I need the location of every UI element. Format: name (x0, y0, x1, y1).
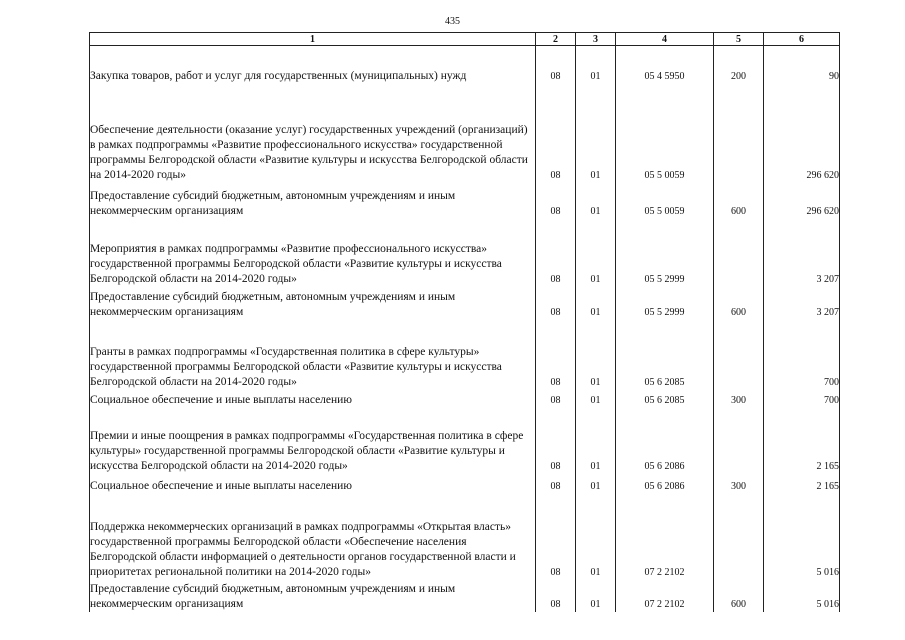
row-expense-type (714, 408, 764, 474)
row-target-article: 07 2 2102 (616, 580, 714, 612)
row-target-article: 05 5 2999 (616, 287, 714, 320)
table-header-row (90, 33, 840, 46)
table-row (90, 474, 840, 494)
row-expense-type (714, 494, 764, 580)
table-row (90, 287, 840, 320)
row-expense-type (714, 320, 764, 390)
header-col-6: 6 (764, 33, 840, 46)
row-target-article: 05 6 2085 (616, 390, 714, 408)
row-amount: 296 620 (764, 84, 840, 183)
row-subsection: 01 (576, 494, 616, 580)
row-expense-type: 600 (714, 287, 764, 320)
row-description: Поддержка некоммерческих организаций в рамках подпрограммы «Открытая власть» государственной программы Белгородской области «Обеспечение населения Белгородской области информацией о деятельности органов государственной власти и приоритетах региональной политики на 2014-2020 годы» (90, 494, 536, 580)
row-subsection: 01 (576, 474, 616, 494)
row-section: 08 (536, 474, 576, 494)
row-description: Мероприятия в рамках подпрограммы «Развитие профессионального искусства» государственной программы Белгородской области «Развитие культуры и искусства Белгородской области на 2014-2020 годы» (90, 219, 536, 287)
row-description: Предоставление субсидий бюджетным, автономным учреждениям и иным некоммерческим организациям (90, 287, 536, 320)
row-amount: 2 165 (764, 408, 840, 474)
row-amount: 5 016 (764, 580, 840, 612)
row-section: 08 (536, 320, 576, 390)
row-amount: 5 016 (764, 494, 840, 580)
table-row (90, 580, 840, 612)
row-subsection: 01 (576, 320, 616, 390)
row-subsection: 01 (576, 183, 616, 219)
row-section: 08 (536, 287, 576, 320)
row-amount: 700 (764, 320, 840, 390)
row-section: 08 (536, 390, 576, 408)
row-description: Премии и иные поощрения в рамках подпрограммы «Государственная политика в сфере культуры» государственной программы Белгородской области «Развитие культуры и искусства Белгородской области на 2014-2020 годы» (90, 408, 536, 474)
row-subsection: 01 (576, 219, 616, 287)
row-description: Обеспечение деятельности (оказание услуг) государственных учреждений (организаций) в рамках подпрограммы «Развитие профессионального искусства» государственной программы Белгородской области «Развитие культуры и искусства Белгородской области на 2014-2020 годы» (90, 84, 536, 183)
table-row (90, 46, 840, 84)
row-target-article: 05 5 2999 (616, 219, 714, 287)
row-description: Социальное обеспечение и иные выплаты населению (90, 390, 536, 408)
row-section: 08 (536, 580, 576, 612)
row-expense-type: 600 (714, 580, 764, 612)
table-row (90, 183, 840, 219)
header-col-5: 5 (714, 33, 764, 46)
row-section: 08 (536, 219, 576, 287)
row-section: 08 (536, 84, 576, 183)
header-col-4: 4 (616, 33, 714, 46)
header-col-3: 3 (576, 33, 616, 46)
row-section: 08 (536, 46, 576, 84)
row-expense-type (714, 219, 764, 287)
row-target-article: 05 5 0059 (616, 183, 714, 219)
row-target-article: 05 6 2085 (616, 320, 714, 390)
table-row (90, 320, 840, 390)
row-section: 08 (536, 183, 576, 219)
row-section: 08 (536, 408, 576, 474)
table-row (90, 408, 840, 474)
row-target-article: 05 6 2086 (616, 474, 714, 494)
row-amount: 3 207 (764, 287, 840, 320)
page-number: 435 (445, 16, 460, 27)
row-expense-type: 300 (714, 474, 764, 494)
table-row (90, 219, 840, 287)
row-expense-type: 600 (714, 183, 764, 219)
budget-table (89, 32, 840, 612)
row-subsection: 01 (576, 46, 616, 84)
row-amount: 3 207 (764, 219, 840, 287)
row-subsection: 01 (576, 84, 616, 183)
table-row (90, 494, 840, 580)
row-target-article: 05 5 0059 (616, 84, 714, 183)
row-subsection: 01 (576, 287, 616, 320)
row-description: Закупка товаров, работ и услуг для государственных (муниципальных) нужд (90, 46, 536, 84)
row-amount: 296 620 (764, 183, 840, 219)
row-description: Гранты в рамках подпрограммы «Государственная политика в сфере культуры» государственной программы Белгородской области «Развитие культуры и искусства Белгородской области на 2014-2020 годы» (90, 320, 536, 390)
table-row (90, 390, 840, 408)
row-expense-type (714, 84, 764, 183)
row-target-article: 05 4 5950 (616, 46, 714, 84)
row-target-article: 05 6 2086 (616, 408, 714, 474)
row-subsection: 01 (576, 408, 616, 474)
row-amount: 90 (764, 46, 840, 84)
row-amount: 2 165 (764, 474, 840, 494)
row-section: 08 (536, 494, 576, 580)
row-target-article: 07 2 2102 (616, 494, 714, 580)
header-col-2: 2 (536, 33, 576, 46)
row-expense-type: 200 (714, 46, 764, 84)
header-col-1: 1 (90, 33, 536, 46)
row-amount: 700 (764, 390, 840, 408)
row-subsection: 01 (576, 390, 616, 408)
table-row (90, 84, 840, 183)
row-description: Социальное обеспечение и иные выплаты населению (90, 474, 536, 494)
row-subsection: 01 (576, 580, 616, 612)
row-description: Предоставление субсидий бюджетным, автономным учреждениям и иным некоммерческим организациям (90, 183, 536, 219)
row-description: Предоставление субсидий бюджетным, автономным учреждениям и иным некоммерческим организациям (90, 580, 536, 612)
row-expense-type: 300 (714, 390, 764, 408)
